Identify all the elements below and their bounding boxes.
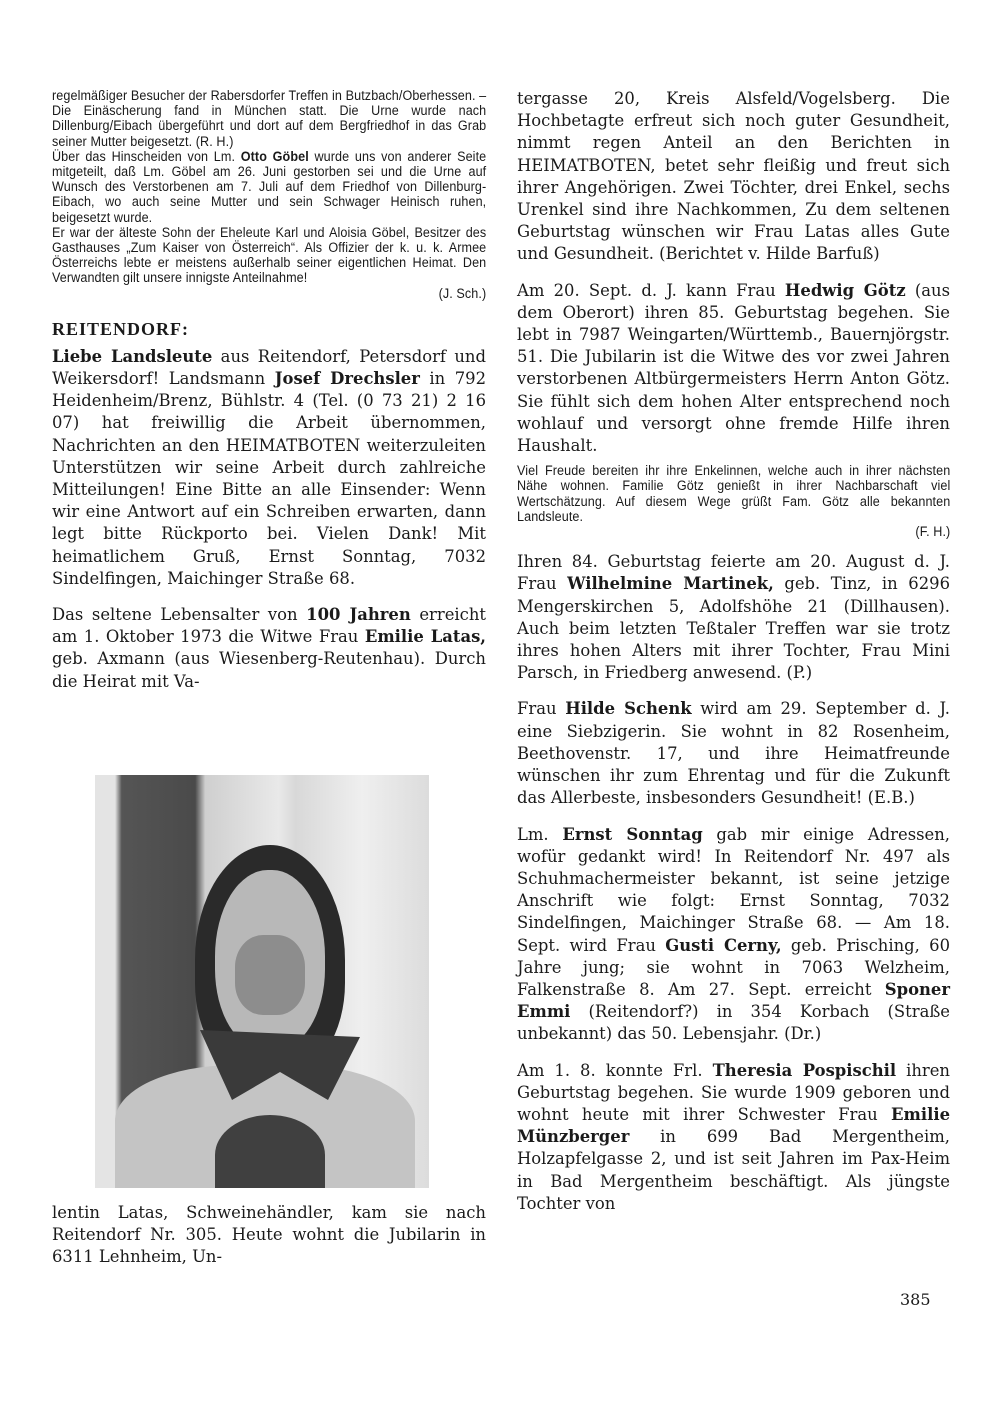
appeal-lead: Liebe Landsleute: [52, 346, 213, 366]
text-run: Das seltene Lebensalter von: [52, 605, 307, 625]
name-hedwig-goetz: Hedwig Götz: [784, 280, 906, 300]
obituary-paragraph-3: Er war der älteste Sohn der Eheleute Karl und Aloisia Göbel, Besitzer des Gasthauses „Zum Kaiser von Österreich“. Als Offizier der k. u. k. Armee Österreichs lebte er meistens außerhalb seiner eigentlichen Heimat. Den Verwandten gilt unsere innigste Anteilnahme!: [52, 224, 487, 286]
text-run: in 699 Bad Mergentheim, Holzapfelgasse 2, und ist seit Jahren im Pax-Heim in Bad Mergentheim beschäftigt. Als jüngste Tochter von: [517, 1127, 950, 1213]
name-otto-goebel: Otto Göbel: [240, 148, 309, 164]
goetz-note-text: Viel Freude bereiten ihr ihre Enkelinnen, welche auch in ihrer nächsten Nähe wohnen. Familie Götz genießt in ihrer Nachbarschaft viel Wertschätzung. Auf diesem Wege grüßt Fam. Götz alle bekannten Landsleute.: [517, 463, 951, 524]
page-number: 385: [900, 1290, 931, 1309]
text-run: Frau: [517, 699, 566, 719]
text-run: wird am 29. September d. J. eine Siebzigerin. Sie wohnt in 82 Rosenheim, Beethovenstr. 17, und ihre Heimatfreunde wünschen ihr zum Ehrentag und für die Zukunft das Allerbeste, insbesonders Gesundheit! (E.B.): [517, 699, 951, 808]
text-run: Ihren 84. Geburtstag feierte am 20. August d. J. Frau: [517, 552, 950, 594]
martinek-paragraph: [517, 551, 950, 684]
text-run: ihren Geburtstag begehen. Sie wurde 1909 geboren und wohnt heute mit ihrer Schwester Frau: [517, 1060, 950, 1124]
left-column: [52, 88, 486, 693]
goetz-signature: (F. H.): [915, 524, 951, 540]
pospischil-paragraph: [517, 1060, 950, 1215]
photo-face-shadow: [235, 935, 305, 1015]
centenarian-paragraph: [52, 604, 486, 693]
appeal-paragraph: [52, 346, 486, 590]
name-emilie-latas: Emilie Latas,: [364, 627, 486, 647]
age-100-years: 100 Jahren: [306, 605, 411, 625]
left-column-after-photo: [52, 1202, 486, 1269]
text-run: Am 20. Sept. d. J. kann Frau: [517, 280, 785, 300]
goetz-paragraph: [517, 280, 950, 458]
text-run: Über das Hinscheiden von Lm.: [52, 148, 241, 164]
text-run: erreicht am 1. Oktober 1973 die Witwe Frau: [52, 605, 486, 647]
name-sponer-emmi: Sponer Emmi: [517, 979, 950, 1022]
name-josef-drechsler: Josef Drechsler: [274, 369, 420, 389]
text-run: in 792 Heidenheim/Brenz, Bühlstr. 4 (Tel. (0 73 21) 2 16 07) hat freiwillig die Arbeit übernommen, Nachrichten an den HEIMATBOTEN weiterzuleiten Unterstützen wir seine Arbeit durch zahlreiche Mitteilungen! Eine Bitte an alle Einsender: Wenn wir eine Antwort auf ein Schreiben erwarten, dann legt bitte Rückporto bei. Vielen Dank! Mit heimatlichem Gruß, Ernst Sonntag, 7032 Sindelfingen, Maichinger Straße 68.: [52, 369, 486, 588]
obituary-paragraph-1: regelmäßiger Besucher der Rabersdorfer Treffen in Butzbach/Oberhessen. – Die Einäscherung fand in München statt. Die Urne wurde nach Dillenburg/Eibach übergeführt und dort auf dem Bergfriedhof in das Grab seiner Mutter beigesetzt. (R. H.): [52, 88, 487, 149]
name-gusti-cerny: Gusti Cerny,: [665, 935, 782, 955]
text-run: (Reitendorf?) in 354 Korbach (Straße unbekannt) das 50. Lebensjahr. (Dr.): [517, 1002, 950, 1044]
right-column: [517, 88, 950, 1215]
text-run: geb. Prisching, 60 Jahre jung; sie wohnt in 7063 Welzheim, Falkenstraße 8. Am 27. Sept. erreicht: [517, 935, 951, 999]
latas-continuation: tergasse 20, Kreis Alsfeld/Vogelsberg. Die Hochbetagte erfreut sich noch guter Gesundheit, nimmt regen Anteil an den Berichten in HEIMATBOTEN, betet sehr fleißig und freut sich ihrer Angehörigen. Zwei Töchter, drei Enkel, sechs Urenkel sind ihre Nachkommen, Zu dem seltenen Geburtstag wünschen wir Frau Latas alles Gute und Gesundheit. (Berichtet v. Hilde Barfuß): [517, 89, 950, 264]
name-theresia-pospischil: Theresia Pospischil: [712, 1060, 897, 1080]
name-emilie-muenzberger: Emilie Münzberger: [517, 1104, 950, 1147]
goetz-note: [517, 463, 950, 539]
name-ernst-sonntag: Ernst Sonntag: [562, 824, 703, 844]
schenk-paragraph: [517, 698, 950, 809]
name-hilde-schenk: Hilde Schenk: [565, 699, 692, 719]
sonntag-paragraph: [517, 824, 950, 1046]
name-wilhelmine-martinek: Wilhelmine Martinek,: [567, 574, 774, 594]
obituary-goebel: [52, 88, 486, 301]
portrait-photo: [95, 775, 429, 1188]
photo-chest: [215, 1115, 325, 1188]
obituary-paragraph-2: [52, 149, 486, 225]
text-run: aus Reitendorf, Petersdorf und Weikersdorf! Landsmann: [52, 346, 486, 389]
text-run: (aus dem Oberort) ihren 85. Geburtstag begehen. Sie lebt in 7987 Weingarten/Württemb., Bauernjörgstr. 51. Die Jubilarin ist die Witwe des vor zwei Jahren verstorbenen Altbürgermeisters Herrn Anton Götz. Sie fühlt sich dem hohen Alter entsprechend noch wohlauf und versorgt ohne fremde Hilfe ihren Haushalt.: [517, 280, 950, 456]
centenarian-continuation: lentin Latas, Schweinehändler, kam sie nach Reitendorf Nr. 305. Heute wohnt die Jubilarin in 6311 Lehnheim, Un-: [52, 1203, 486, 1267]
text-run: Am 1. 8. konnte Frl.: [517, 1060, 713, 1080]
text-run: Lm.: [517, 824, 563, 844]
obituary-signature: (J. Sch.): [438, 285, 487, 301]
text-run: geb. Tinz, in 6296 Mengerskirchen 5, Adolfshöhe 21 (Dillhausen). Auch beim letzten Teßtaler Treffen war sie trotz ihres hohen Alters mit ihrer Tochter, Frau Mini Parsch, in Friedberg anwesend. (P.): [517, 574, 950, 683]
section-heading-reitendorf: REITENDORF:: [52, 318, 190, 339]
text-run: wurde uns von anderer Seite mitgeteilt, daß Lm. Göbel am 26. Juni gestorben sei und die Urne auf Wunsch des Verstorbenen am 7. Juli auf dem Friedhof von Dillenburg-Eibach, wo auch seine Mutter und sein Schwager Heinisch ruhen, beigesetzt wurde.: [52, 148, 487, 225]
text-run: geb. Axmann (aus Wiesenberg-Reutenhau). Durch die Heirat mit Va-: [52, 649, 486, 691]
text-run: gab mir einige Adressen, wofür gedankt wird! In Reitendorf Nr. 497 als Schuhmachermeister bekannt, ist seine jetzige Anschrift wie folgt: Ernst Sonntag, 7032 Sindelfingen, Maichinger Straße 68. — Am 18. Sept. wird Frau: [517, 824, 950, 955]
